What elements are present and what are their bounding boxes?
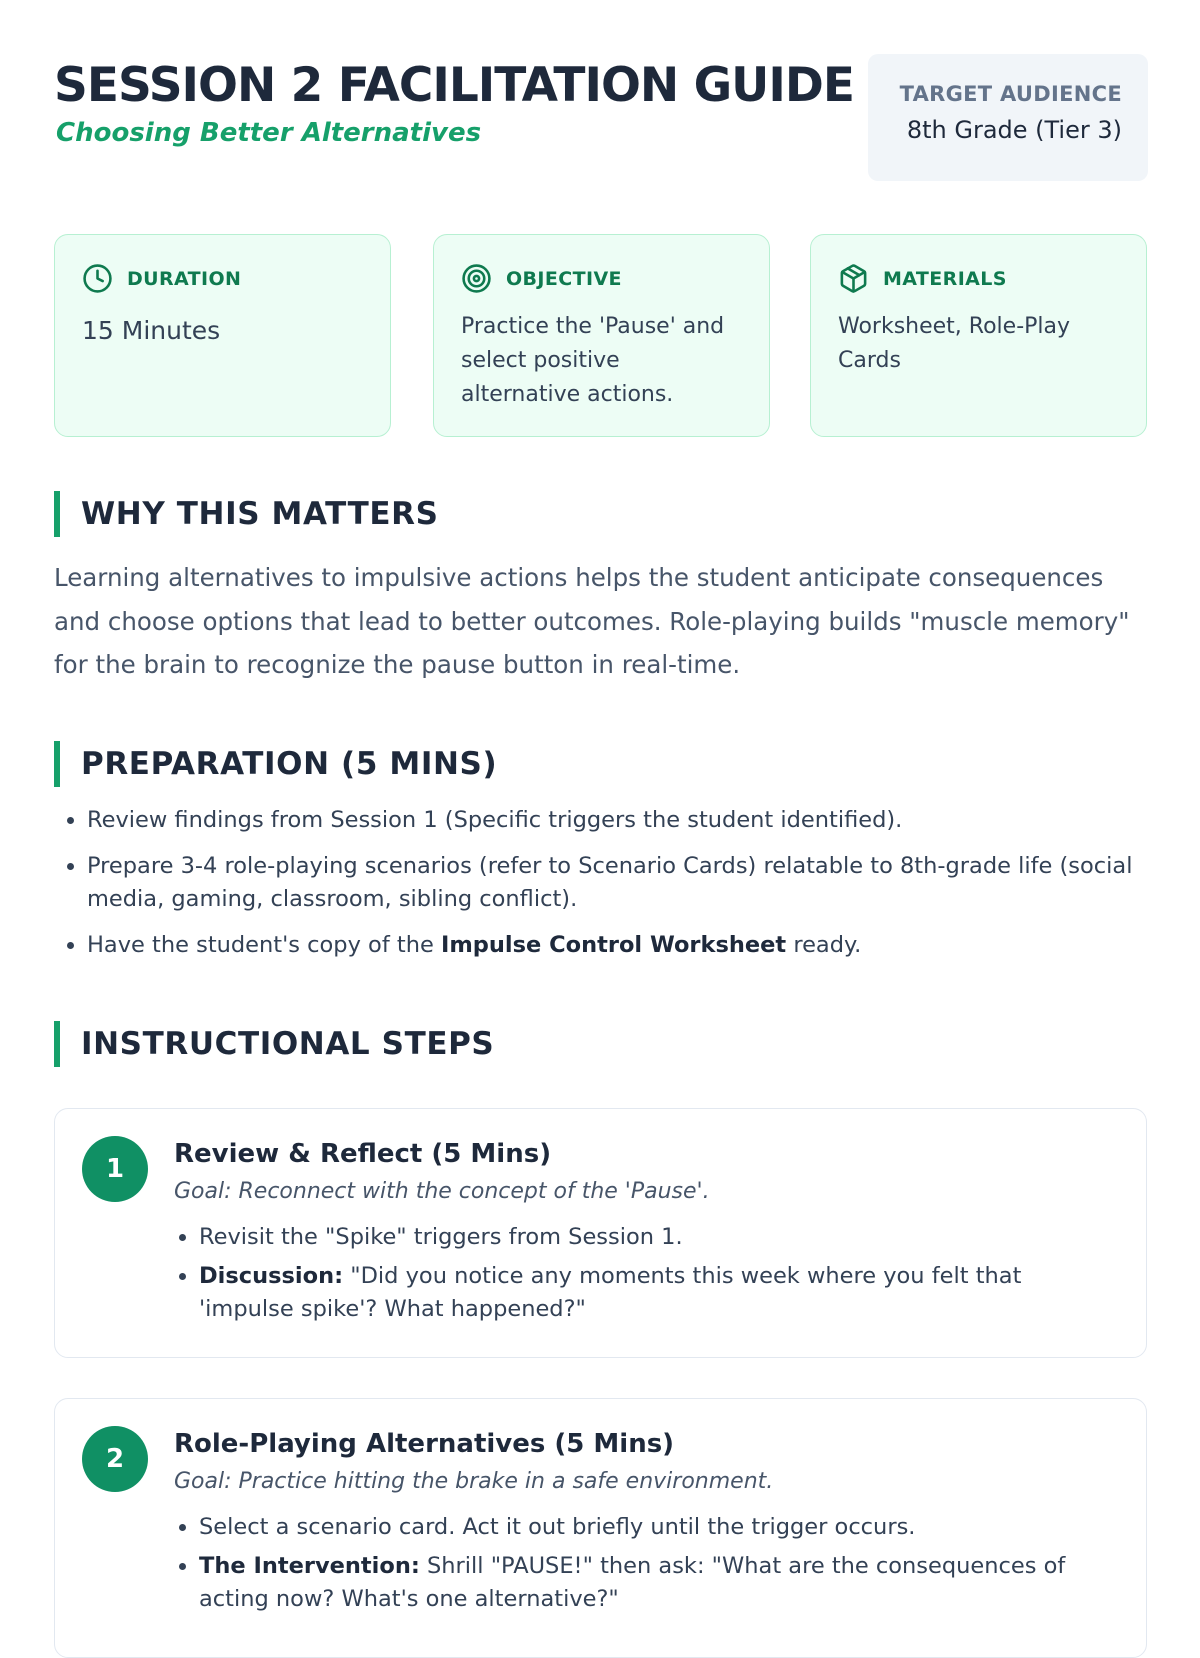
step-goal: Goal: Practice hitting the brake in a safe environment. — [174, 1469, 774, 1494]
duration-value: 15 Minutes — [82, 316, 221, 345]
clock-icon — [82, 263, 113, 294]
why-heading-text: WHY THIS MATTERS — [81, 496, 439, 532]
target-icon — [461, 263, 492, 294]
list-item: • Have the student's copy of the Impulse Control Worksheet ready. — [87, 929, 1147, 962]
list-item: • Revisit the "Spike" triggers from Session 1. — [199, 1221, 1094, 1254]
objective-label: OBJECTIVE — [506, 267, 622, 290]
instructional-steps-heading — [54, 1021, 494, 1067]
materials-card — [810, 234, 1147, 437]
page-header — [54, 52, 1147, 182]
objective-card — [433, 234, 770, 437]
materials-label: MATERIALS — [883, 267, 1007, 290]
page-title: SESSION 2 FACILITATION GUIDE — [54, 58, 854, 113]
target-audience-label: TARGET AUDIENCE — [899, 82, 1122, 106]
why-this-matters-text: Learning alternatives to impulsive actions helps the student anticipate consequences and choose options that lead to better outcomes. Role-playing builds "muscle memory" for the brain to recognize the pause button in real-time. — [54, 563, 1130, 679]
box-icon — [838, 263, 869, 294]
list-item: • Review findings from Session 1 (Specific triggers the student identified). — [87, 804, 1147, 837]
step-number-badge: 2 — [82, 1426, 148, 1492]
page-subtitle: Choosing Better Alternatives — [56, 118, 482, 148]
step-actions-list — [174, 1221, 1094, 1332]
objective-text: Practice the 'Pause' and select positive alternative actions. — [461, 314, 725, 407]
info-cards — [54, 234, 1147, 437]
target-audience-box — [868, 54, 1148, 181]
duration-card — [54, 234, 391, 437]
worksheet-name: Impulse Control Worksheet — [440, 932, 787, 958]
step-title: Role-Playing Alternatives (5 Mins) — [174, 1429, 675, 1459]
step-card-2 — [54, 1398, 1147, 1658]
target-audience-value: 8th Grade (Tier 3) — [906, 116, 1122, 144]
list-item: • Discussion: "Did you notice any moments this week where you felt that 'impulse spike'? What happened?" — [199, 1260, 1094, 1326]
list-item: • The Intervention: Shrill "PAUSE!" then ask: "What are the consequences of acting now? What's one alternative?" — [199, 1550, 1094, 1616]
materials-text: Worksheet, Role-Play Cards — [838, 314, 1071, 373]
step-number-badge: 1 — [82, 1136, 148, 1202]
preparation-heading-text: PREPARATION (5 MINS) — [81, 746, 498, 782]
duration-label: DURATION — [127, 267, 242, 290]
preparation-list — [54, 804, 1147, 975]
step-goal: Goal: Reconnect with the concept of the 'Pause'. — [174, 1179, 710, 1204]
list-item: • Select a scenario card. Act it out briefly until the trigger occurs. — [199, 1511, 1094, 1544]
why-this-matters-heading — [54, 491, 439, 537]
preparation-heading — [54, 741, 497, 787]
step-title: Review & Reflect (5 Mins) — [174, 1139, 552, 1169]
step-actions-list — [174, 1511, 1094, 1622]
step-card-1 — [54, 1108, 1147, 1358]
list-item: • Prepare 3-4 role-playing scenarios (refer to Scenario Cards) relatable to 8th-grade life (social media, gaming, classroom, sibling conflict). — [87, 850, 1147, 916]
instructional-steps-heading-text: INSTRUCTIONAL STEPS — [81, 1026, 495, 1062]
